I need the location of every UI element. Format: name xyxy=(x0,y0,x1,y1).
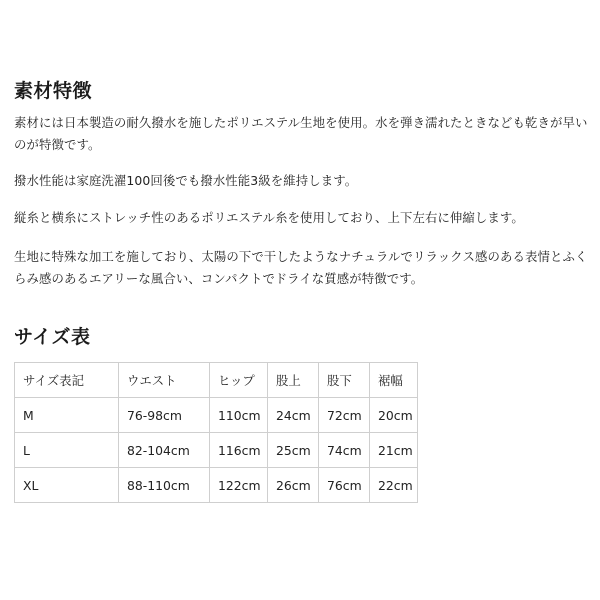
column-header-hem-width: 裾幅 xyxy=(370,363,418,398)
table-cell-hem-width: 22cm xyxy=(370,468,418,503)
table-cell-rise: 24cm xyxy=(268,398,319,433)
table-cell-rise: 26cm xyxy=(268,468,319,503)
table-row xyxy=(15,398,418,433)
column-header-waist: ウエスト xyxy=(119,363,210,398)
table-cell-hip: 116cm xyxy=(210,433,268,468)
features-paragraph-stretch: 縦糸と横糸にストレッチ性のあるポリエステル糸を使用しており、上下左右に伸縮します。 xyxy=(14,210,524,225)
table-cell-size: M xyxy=(15,398,119,433)
table-cell-size: XL xyxy=(15,468,119,503)
table-cell-rise: 25cm xyxy=(268,433,319,468)
table-cell-hem-width: 21cm xyxy=(370,433,418,468)
size-table xyxy=(14,362,418,503)
table-cell-inseam: 76cm xyxy=(319,468,370,503)
features-paragraph-water-repellency: 撥水性能は家庭洗濯100回後でも撥水性能3級を維持します。 xyxy=(14,173,358,188)
table-cell-hem-width: 20cm xyxy=(370,398,418,433)
features-heading: 素材特徴 xyxy=(14,80,93,102)
column-header-size-label: サイズ表記 xyxy=(15,363,119,398)
table-cell-waist: 76-98cm xyxy=(119,398,210,433)
table-cell-size: L xyxy=(15,433,119,468)
table-cell-inseam: 74cm xyxy=(319,433,370,468)
table-row xyxy=(15,433,418,468)
column-header-hip: ヒップ xyxy=(210,363,268,398)
table-row xyxy=(15,468,418,503)
column-header-rise: 股上 xyxy=(268,363,319,398)
column-header-inseam: 股下 xyxy=(319,363,370,398)
table-cell-waist: 88-110cm xyxy=(119,468,210,503)
size-table-heading: サイズ表 xyxy=(14,326,91,348)
table-cell-waist: 82-104cm xyxy=(119,433,210,468)
table-cell-hip: 122cm xyxy=(210,468,268,503)
size-table-header-row xyxy=(15,363,418,398)
table-cell-inseam: 72cm xyxy=(319,398,370,433)
features-paragraph-material: 素材には日本製造の耐久撥水を施したポリエステル生地を使用。水を弾き濡れたときなども乾きが早いのが特徴です。 xyxy=(14,115,588,152)
table-cell-hip: 110cm xyxy=(210,398,268,433)
features-paragraph-texture: 生地に特殊な加工を施しており、太陽の下で干したようなナチュラルでリラックス感のある表情とふくらみ感のあるエアリーな風合い、コンパクトでドライな質感が特徴です。 xyxy=(14,249,588,286)
